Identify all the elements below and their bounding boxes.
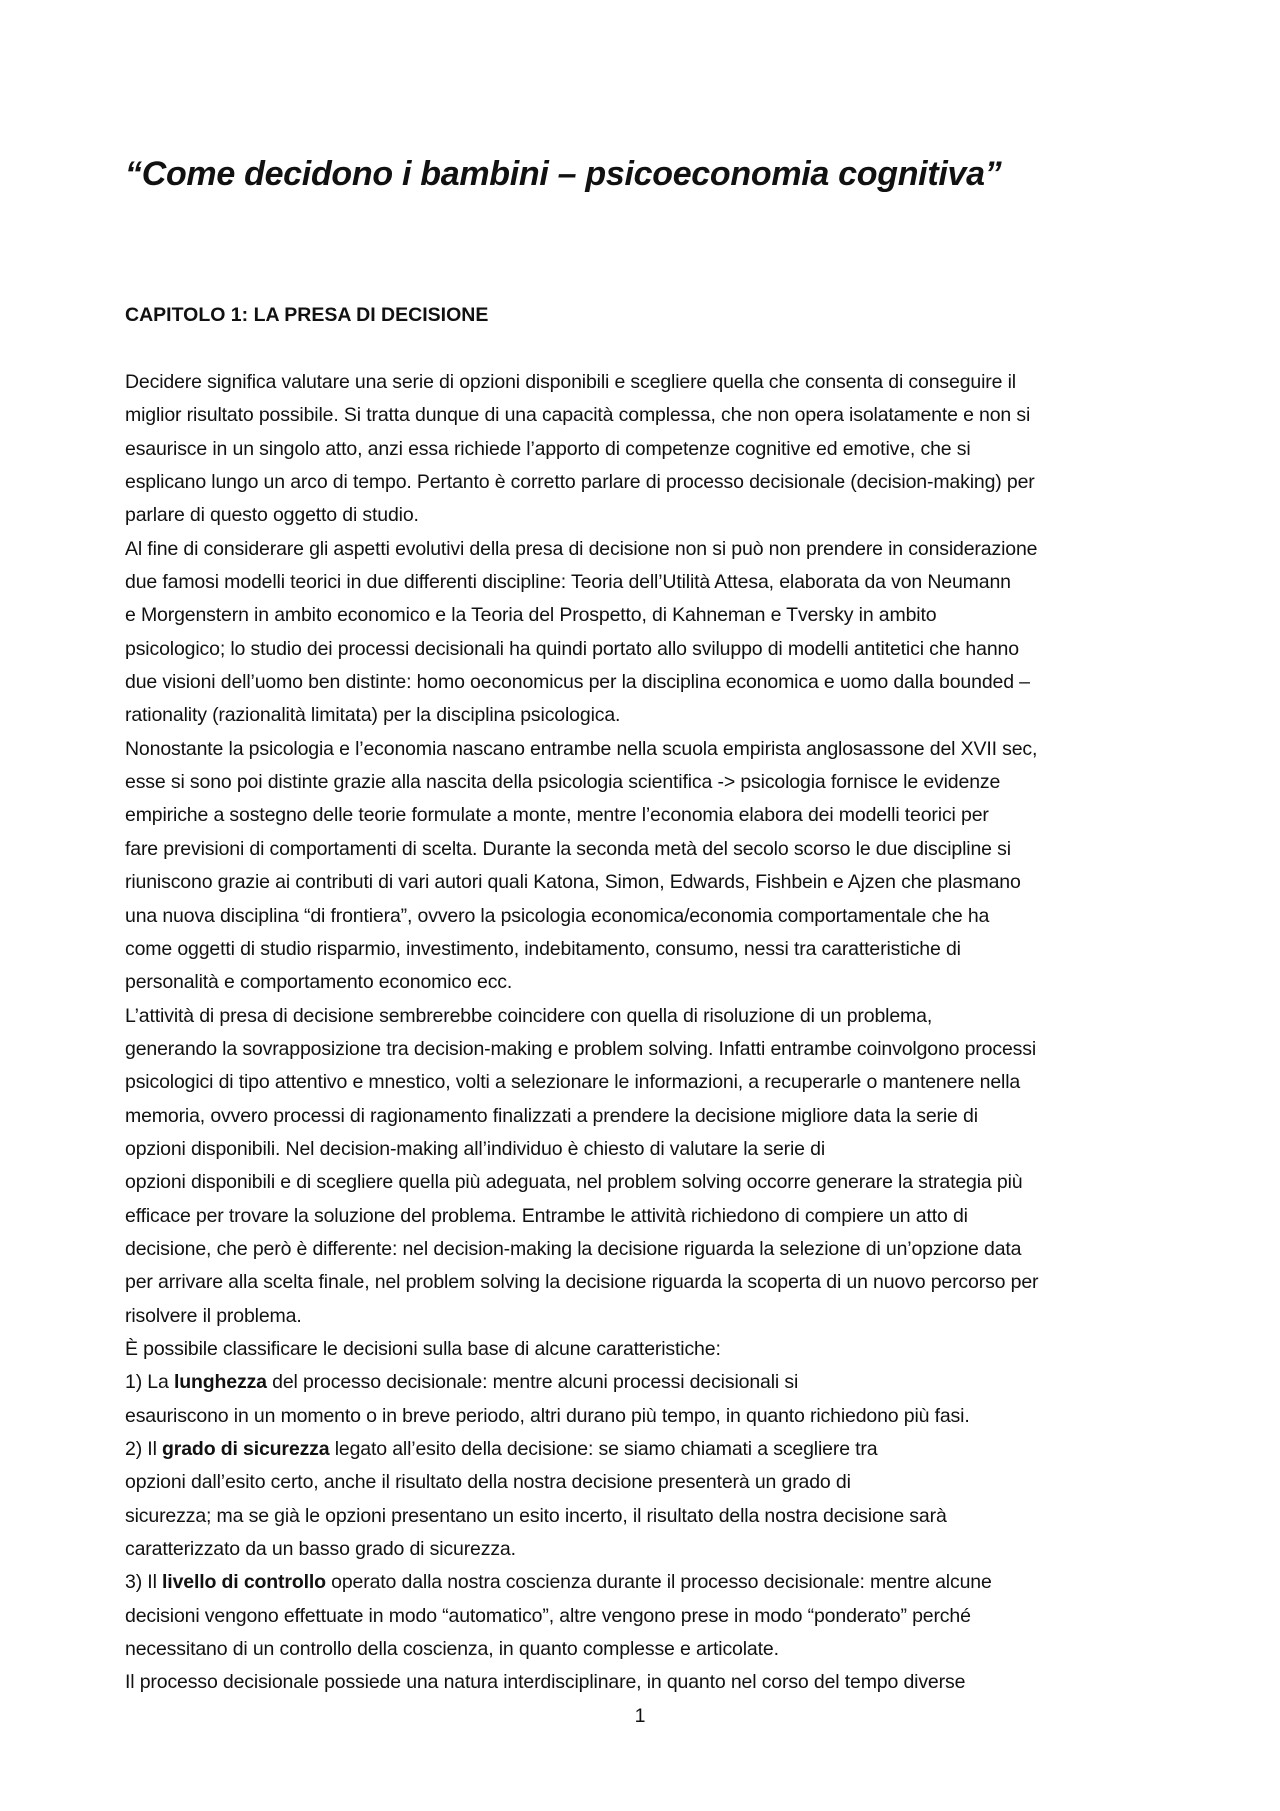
text-line: esaurisce in un singolo atto, anzi essa richiede l’apporto di competenze cognitive ed emotive, che si [125,437,971,460]
list-item-prefix: 3) Il [125,1571,163,1594]
list-item-keyword: lunghezza [173,1371,267,1394]
text-line: opzioni disponibili. Nel decision-making all’individuo è chiesto di valutare la serie di [125,1137,826,1160]
list-item-prefix: 1) La [125,1371,174,1394]
text-line: generando la sovrapposizione tra decision-making e problem solving. Infatti entrambe coinvolgono processi [125,1037,1037,1060]
text-line: sicurezza; ma se già le opzioni presentano un esito incerto, il risultato della nostra decisione sarà [125,1504,947,1527]
document-title: “Come decidono i bambini – psicoeconomia cognitiva” [125,155,1002,193]
page-number: 1 [634,1705,646,1727]
body-text [125,366,1185,1700]
text-line: esse si sono poi distinte grazie alla nascita della psicologia scientifica -> psicologia fornisce le evidenze [125,771,1001,794]
text-line: Il processo decisionale possiede una natura interdisciplinare, in quanto nel corso del tempo diverse [125,1671,966,1694]
text-line: rationality (razionalità limitata) per la disciplina psicologica. [125,704,621,727]
text-line: opzioni disponibili e di scegliere quella più adeguata, nel problem solving occorre generare la strategia più [125,1171,1023,1194]
text-line: L’attività di presa di decisione sembrerebbe coincidere con quella di risoluzione di un problema, [125,1004,933,1027]
chapter-heading: CAPITOLO 1: LA PRESA DI DECISIONE [125,304,489,326]
list-item-prefix: 2) Il [125,1438,163,1460]
text-line: due famosi modelli teorici in due differenti discipline: Teoria dell’Utilità Attesa, elaborata da von Neumann [125,571,1011,594]
text-line: psicologici di tipo attentivo e mnestico, volti a selezionare le informazioni, a recuperarle o mantenere nella [125,1071,1021,1094]
text-line: caratterizzato da un basso grado di sicurezza. [125,1538,516,1561]
list-item-keyword: livello di controllo [162,1571,326,1594]
text-line: Al fine di considerare gli aspetti evolutivi della presa di decisione non si può non prendere in considerazione [125,537,1038,560]
text-line: risolvere il problema. [125,1304,302,1327]
text-line: riuniscono grazie ai contributi di vari autori quali Katona, Simon, Edwards, Fishbein e Ajzen che plasmano [125,871,1021,894]
text-line: come oggetti di studio risparmio, investimento, indebitamento, consumo, nessi tra caratteristiche di [125,937,961,960]
text-line: e Morgenstern in ambito economico e la Teoria del Prospetto, di Kahneman e Tversky in ambito [125,604,937,627]
text-line: esauriscono in un momento o in breve periodo, altri durano più tempo, in quanto richiedono più fasi. [125,1404,970,1427]
text-line: decisioni vengono effettuate in modo “automatico”, altre vengono prese in modo “ponderato” perché [125,1604,971,1627]
text-line: miglior risultato possibile. Si tratta dunque di una capacità complessa, che non opera isolatamente e non si [125,404,1031,427]
text-line: due visioni dell’uomo ben distinte: homo oeconomicus per la disciplina economica e uomo dalla bounded – [125,671,1030,694]
list-item-grado-di-sicurezza [125,1433,1185,1466]
text-line: per arrivare alla scelta finale, nel problem solving la decisione riguarda la scoperta di un nuovo percorso per [125,1271,1039,1294]
text-line: Decidere significa valutare una serie di opzioni disponibili e scegliere quella che consenta di conseguire il [125,371,1016,393]
text-line: empiriche a sostegno delle teorie formulate a monte, mentre l’economia elabora dei modelli teorici per [125,804,989,827]
text-line: fare previsioni di comportamenti di scelta. Durante la seconda metà del secolo scorso le due discipline si [125,837,1011,860]
text-line: efficace per trovare la soluzione del problema. Entrambe le attività richiedono di compiere un atto di [125,1204,968,1227]
text-line: psicologico; lo studio dei processi decisionali ha quindi portato allo sviluppo di modelli antitetici che hanno [125,637,1019,660]
text-line: memoria, ovvero processi di ragionamento finalizzati a prendere la decisione migliore data la serie di [125,1104,978,1127]
text-line: Nonostante la psicologia e l’economia nascano entrambe nella scuola empirista anglosassone del XVII sec, [125,737,1038,760]
list-item-text: legato all’esito della decisione: se siamo chiamati a scegliere tra [329,1438,878,1460]
text-line: È possibile classificare le decisioni sulla base di alcune caratteristiche: [125,1337,721,1360]
list-item-text: del processo decisionale: mentre alcuni processi decisionali si [266,1371,799,1394]
text-line: esplicano lungo un arco di tempo. Pertanto è corretto parlare di processo decisionale (decision-making) per [125,471,1035,494]
text-line: opzioni dall’esito certo, anche il risultato della nostra decisione presenterà un grado di [125,1471,851,1494]
text-line: una nuova disciplina “di frontiera”, ovvero la psicologia economica/economia comportamentale che ha [125,904,990,927]
text-line: necessitano di un controllo della coscienza, in quanto complesse e articolate. [125,1638,779,1661]
list-item-lunghezza [125,1366,1185,1399]
text-line: parlare di questo oggetto di studio. [125,504,419,527]
text-line: personalità e comportamento economico ecc. [125,971,513,994]
list-item-keyword: grado di sicurezza [162,1438,330,1460]
list-item-livello-di-controllo [125,1566,1185,1599]
list-item-text: operato dalla nostra coscienza durante il processo decisionale: mentre alcune [325,1571,992,1594]
text-line: decisione, che però è differente: nel decision-making la decisione riguarda la selezione di un’opzione data [125,1237,1022,1260]
